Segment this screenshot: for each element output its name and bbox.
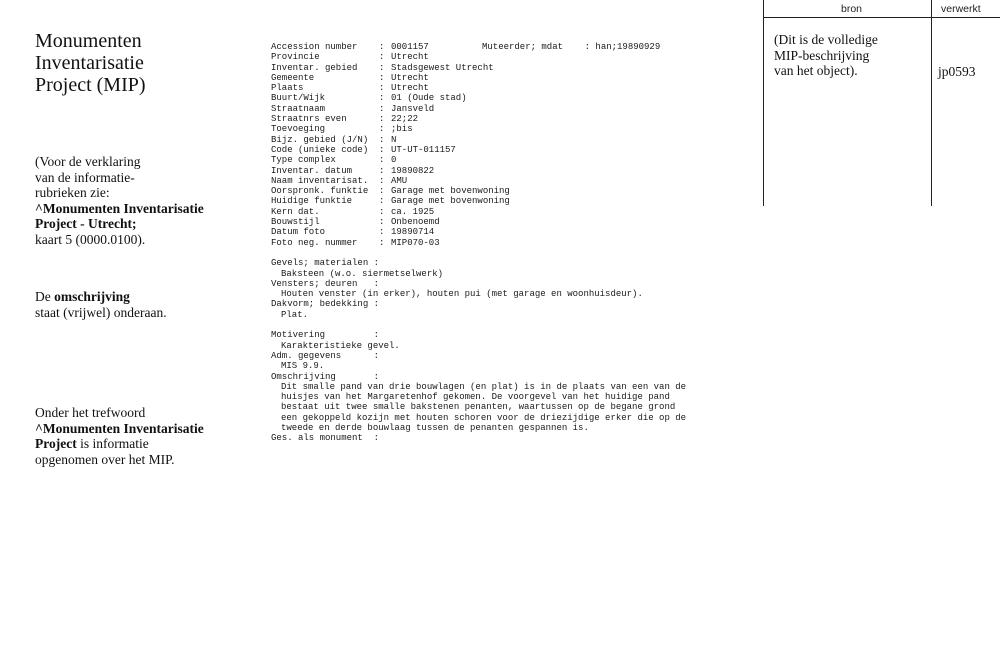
column-header-bron: bron — [841, 3, 863, 15]
title-line-3: Project (MIP) — [35, 74, 146, 96]
field-value: 0001157 — [391, 42, 429, 52]
field-label: Buurt/Wijk — [271, 93, 326, 104]
record-row — [271, 124, 741, 134]
field-value: MIP070-03 — [391, 237, 440, 248]
record-row — [271, 227, 741, 237]
record-row — [271, 104, 741, 114]
field-value: ;bis — [391, 124, 413, 135]
field-separator: : — [379, 93, 385, 104]
omschrijving-line: Dit smalle pand van drie bouwlagen (en plat) is in de plaats van een van de — [281, 381, 687, 392]
note1-line-5 — [35, 216, 250, 232]
note3-line-4: opgenomen over het MIP. — [35, 451, 175, 467]
adm-label: Adm. gegevens : — [271, 350, 380, 361]
description-location-note — [35, 289, 250, 320]
note1-line-4 — [35, 201, 250, 217]
field-label: Foto neg. nummer — [271, 237, 358, 248]
field-separator: : — [379, 103, 385, 114]
spacer — [271, 320, 741, 330]
field-separator: : — [379, 196, 385, 207]
field-label: Kern dat. — [271, 206, 320, 217]
field-separator: : — [379, 42, 385, 52]
dakvorm-value: Plat. — [281, 309, 309, 320]
record-row-accession — [271, 42, 741, 52]
field-separator: : — [379, 62, 385, 73]
field-label: Plaats — [271, 83, 304, 94]
omschrijving-line: een gekoppeld kozijn met houten schoren voor de driezijdige erker die op de — [281, 412, 687, 423]
record-row — [271, 166, 741, 176]
note1-line-2: van de informatie- — [35, 169, 135, 185]
mutator-date: Muteerder; mdat : han;19890929 — [482, 42, 661, 52]
field-value: Onbenoemd — [391, 217, 440, 228]
record-row — [271, 93, 741, 103]
field-label: Gemeente — [271, 72, 315, 83]
motivering-value: Karakteristieke gevel. — [281, 340, 400, 351]
note2-bold: omschrijving — [54, 289, 130, 304]
field-value: Stadsgewest Utrecht — [391, 62, 494, 73]
note1-line-3: rubrieken zie: — [35, 185, 110, 200]
reference-keyword: ^Monumenten Inventarisatie — [35, 200, 204, 216]
field-separator: : — [379, 144, 385, 155]
omschrijving-label: Omschrijving : — [271, 371, 380, 382]
record-row — [271, 83, 741, 93]
note3-keyword: ^Monumenten Inventarisatie — [35, 420, 204, 436]
note2-prefix: De — [35, 289, 55, 304]
ges-monument-label: Ges. als monument : — [271, 433, 380, 444]
field-value: ca. 1925 — [391, 206, 435, 217]
omschrijving-line: bestaat uit twee smalle bakstenen penanten, waartussen op de begane grond — [281, 402, 676, 413]
dakvorm-label: Dakvorm; bedekking : — [271, 299, 380, 310]
field-label: Provincie — [271, 52, 320, 63]
title-line-2: Inventarisatie — [35, 52, 144, 74]
field-separator: : — [379, 206, 385, 217]
note2-line-2: staat (vrijwel) onderaan. — [35, 304, 167, 320]
keyword-note — [35, 405, 250, 467]
processed-code: jp0593 — [938, 64, 976, 79]
record-row — [271, 196, 741, 206]
field-value: AMU — [391, 175, 408, 186]
table-header-rule — [763, 17, 1000, 18]
field-value: Utrecht — [391, 72, 429, 83]
record-row — [271, 63, 741, 73]
note3-line-3 — [35, 436, 250, 452]
gevels-value: Baksteen (w.o. siermetselwerk) — [281, 268, 444, 279]
record-row — [271, 145, 741, 155]
field-value: 19890714 — [391, 227, 435, 238]
mip-record-card — [271, 42, 741, 444]
note1-line-1: (Voor de verklaring — [35, 154, 141, 169]
source-desc-line: MIP-beschrijving — [774, 47, 870, 63]
field-value: Jansveld — [391, 103, 435, 114]
field-value: Utrecht — [391, 83, 429, 94]
record-row — [271, 52, 741, 62]
field-value: 19890822 — [391, 165, 435, 176]
field-separator: : — [379, 155, 385, 166]
field-label: Type complex — [271, 155, 336, 166]
spacer — [271, 248, 741, 258]
field-separator: : — [379, 114, 385, 125]
motivering-label: Motivering : — [271, 330, 380, 341]
field-separator: : — [379, 217, 385, 228]
record-row — [271, 73, 741, 83]
record-row — [271, 155, 741, 165]
note3-keyword-cont: Project — [35, 436, 77, 451]
field-value: UT-UT-011157 — [391, 144, 456, 155]
field-label: Straatnrs even — [271, 114, 347, 125]
field-label: Oorspronk. funktie — [271, 186, 369, 197]
note1-line-6: kaart 5 (0000.0100). — [35, 231, 146, 247]
adm-value: MIS 9.9. — [281, 361, 325, 372]
field-value: Utrecht — [391, 52, 429, 63]
vensters-value: Houten venster (in erker), houten pui (met garage en woonhuisdeur). — [281, 289, 643, 300]
field-value: Garage met bovenwoning — [391, 196, 510, 207]
field-separator: : — [379, 124, 385, 135]
field-separator: : — [379, 72, 385, 83]
table-divider — [931, 0, 932, 206]
column-header-verwerkt: verwerkt — [941, 3, 981, 15]
reference-keyword-cont: Project - Utrecht; — [35, 216, 137, 231]
table-divider — [763, 0, 764, 206]
record-row — [271, 135, 741, 145]
source-desc-line: (Dit is de volledige — [774, 32, 878, 47]
record-fields — [271, 52, 741, 248]
vensters-label: Vensters; deuren : — [271, 278, 380, 289]
field-separator: : — [379, 83, 385, 94]
info-rubrics-note — [35, 154, 250, 247]
field-separator: : — [379, 175, 385, 186]
record-row — [271, 238, 741, 248]
note3-line-2 — [35, 421, 250, 437]
gevels-label: Gevels; materialen : — [271, 258, 380, 269]
record-row — [271, 207, 741, 217]
field-label: Toevoeging — [271, 124, 326, 135]
omschrijving-line: tweede en derde bouwlaag tussen de penanten gespannen is. — [281, 422, 589, 433]
field-label: Straatnaam — [271, 103, 326, 114]
field-label: Code (unieke code) — [271, 144, 369, 155]
record-row — [271, 114, 741, 124]
source-table — [763, 0, 1000, 206]
source-description — [774, 32, 924, 79]
field-separator: : — [379, 186, 385, 197]
title-line-1: Monumenten — [35, 30, 142, 52]
note2-line-1 — [35, 289, 250, 305]
field-label: Inventar. gebied — [271, 62, 358, 73]
field-label: Bijz. gebied (J/N) — [271, 134, 369, 145]
field-value: 22;22 — [391, 114, 419, 125]
field-label: Bouwstijl — [271, 217, 320, 228]
field-label: Huidige funktie — [271, 196, 353, 207]
field-label: Accession number — [271, 42, 358, 52]
omschrijving-line: huisjes van het Margaretenhof gekomen. De voorgevel van het huidige pand — [281, 392, 670, 403]
field-separator: : — [379, 227, 385, 238]
field-separator: : — [379, 165, 385, 176]
field-value: Garage met bovenwoning — [391, 186, 510, 197]
field-separator: : — [379, 134, 385, 145]
field-separator: : — [379, 52, 385, 63]
source-desc-line: van het object). — [774, 63, 858, 78]
record-row — [271, 217, 741, 227]
record-row — [271, 176, 741, 186]
field-label: Datum foto — [271, 227, 326, 238]
field-label: Naam inventarisat. — [271, 175, 369, 186]
field-value: 0 — [391, 155, 397, 166]
field-value: N — [391, 134, 397, 145]
record-row — [271, 186, 741, 196]
field-value: 01 (Oude stad) — [391, 93, 467, 104]
page-title — [35, 30, 235, 96]
field-separator: : — [379, 237, 385, 248]
note3-line-1: Onder het trefwoord — [35, 405, 146, 420]
field-label: Inventar. datum — [271, 165, 353, 176]
note3-line-3-rest: is informatie — [76, 436, 149, 451]
